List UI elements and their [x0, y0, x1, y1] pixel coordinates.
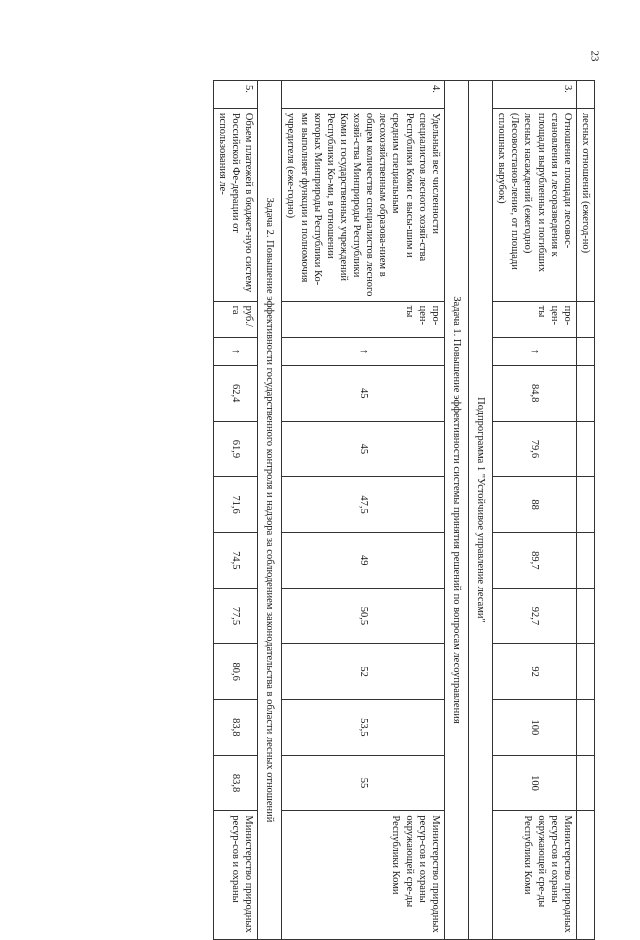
trend-arrow: ↑: [282, 338, 445, 366]
section-header-row: [258, 81, 282, 940]
unit: про-цен-ты: [493, 301, 577, 337]
section-header: Задача 1. Повышение эффективности системы принятия решений по вопросам лесоуправления: [444, 81, 468, 940]
indicator-name: Отношение площади лесовос-становления и лесоразведения к площади вырубленных и погибших лесных насаждений (ежегодно) (Лесовосстанов-ление, от площади сплошных вырубок): [493, 108, 577, 301]
value-cell: [576, 755, 594, 811]
section-header: Задача 2. Повышение эффективности государственного контроля и надзора за соблюдением законодательства в области лесных отношений: [258, 81, 282, 940]
value-cell: 55: [282, 755, 445, 811]
value-cell: 45: [282, 421, 445, 477]
unit: про-цен-ты: [282, 301, 445, 337]
responsible-org: [576, 811, 594, 940]
section-header: Подпрограмма 1 "Устойчивое управление лесами": [469, 81, 493, 940]
indicator-name: лесных отношений (ежегод-но): [576, 108, 594, 301]
value-cell: 47,5: [282, 477, 445, 533]
trend-arrow: [576, 338, 594, 366]
value-cell: 62,4: [213, 365, 257, 421]
indicators-table-frame: [213, 80, 595, 940]
row-number: [576, 81, 594, 109]
trend-arrow: ↑: [213, 338, 257, 366]
value-cell: 89,7: [493, 532, 577, 588]
unit: [576, 301, 594, 337]
continued-row: [576, 81, 594, 940]
value-cell: 49: [282, 532, 445, 588]
indicator-row: [213, 81, 257, 940]
value-cell: 50,5: [282, 588, 445, 644]
value-cell: 92: [493, 644, 577, 700]
value-cell: 80,6: [213, 644, 257, 700]
value-cell: 83,8: [213, 755, 257, 811]
value-cell: [576, 365, 594, 421]
value-cell: 100: [493, 755, 577, 811]
value-cell: 61,9: [213, 421, 257, 477]
rotated-page: [140, 10, 640, 933]
value-cell: [576, 532, 594, 588]
value-cell: 74,5: [213, 532, 257, 588]
value-cell: 83,8: [213, 700, 257, 756]
page-number: 23: [588, 50, 601, 62]
row-number: 3.: [493, 81, 577, 109]
value-cell: 53,5: [282, 700, 445, 756]
indicators-table: [213, 80, 595, 940]
value-cell: [576, 421, 594, 477]
responsible-org: Министерство природных ресур-сов и охраны окружающей сре-ды Республики Коми: [493, 811, 577, 940]
unit: руб./ га: [213, 301, 257, 337]
value-cell: 84,8: [493, 365, 577, 421]
responsible-org: Министерство природных ресур-сов и охраны: [213, 811, 257, 940]
value-cell: 88: [493, 477, 577, 533]
indicator-name: Объем платежей в бюджет-ную систему Российской Фе-дерации от использования ле-: [213, 108, 257, 301]
value-cell: [576, 644, 594, 700]
value-cell: [576, 477, 594, 533]
indicator-row: [493, 81, 577, 940]
value-cell: 45: [282, 365, 445, 421]
value-cell: 92,7: [493, 588, 577, 644]
value-cell: 71,6: [213, 477, 257, 533]
section-header-row: [469, 81, 493, 940]
indicator-row: [282, 81, 445, 940]
value-cell: 100: [493, 700, 577, 756]
row-number: 4.: [282, 81, 445, 109]
value-cell: 52: [282, 644, 445, 700]
value-cell: [576, 588, 594, 644]
value-cell: [576, 700, 594, 756]
value-cell: 79,6: [493, 421, 577, 477]
value-cell: 77,5: [213, 588, 257, 644]
responsible-org: Министерство природных ресур-сов и охраны окружающей сре-ды Республики Коми: [282, 811, 445, 940]
row-number: 5.: [213, 81, 257, 109]
trend-arrow: ↑: [493, 338, 577, 366]
section-header-row: [444, 81, 468, 940]
indicator-name: Удельный вес численности специалистов лесного хозяй-ства Республики Коми с высы-шим и средним специальным лесохозяйственным образова-нием в общем количестве специалистов лесного хозяй-ства Минприроды Республики Коми и государственных учреждений Республики Ко-ми, в отношении которых Минприроды Республики Ко-ми выполняет функции и полномочия учредителя (еже-годно): [282, 108, 445, 301]
